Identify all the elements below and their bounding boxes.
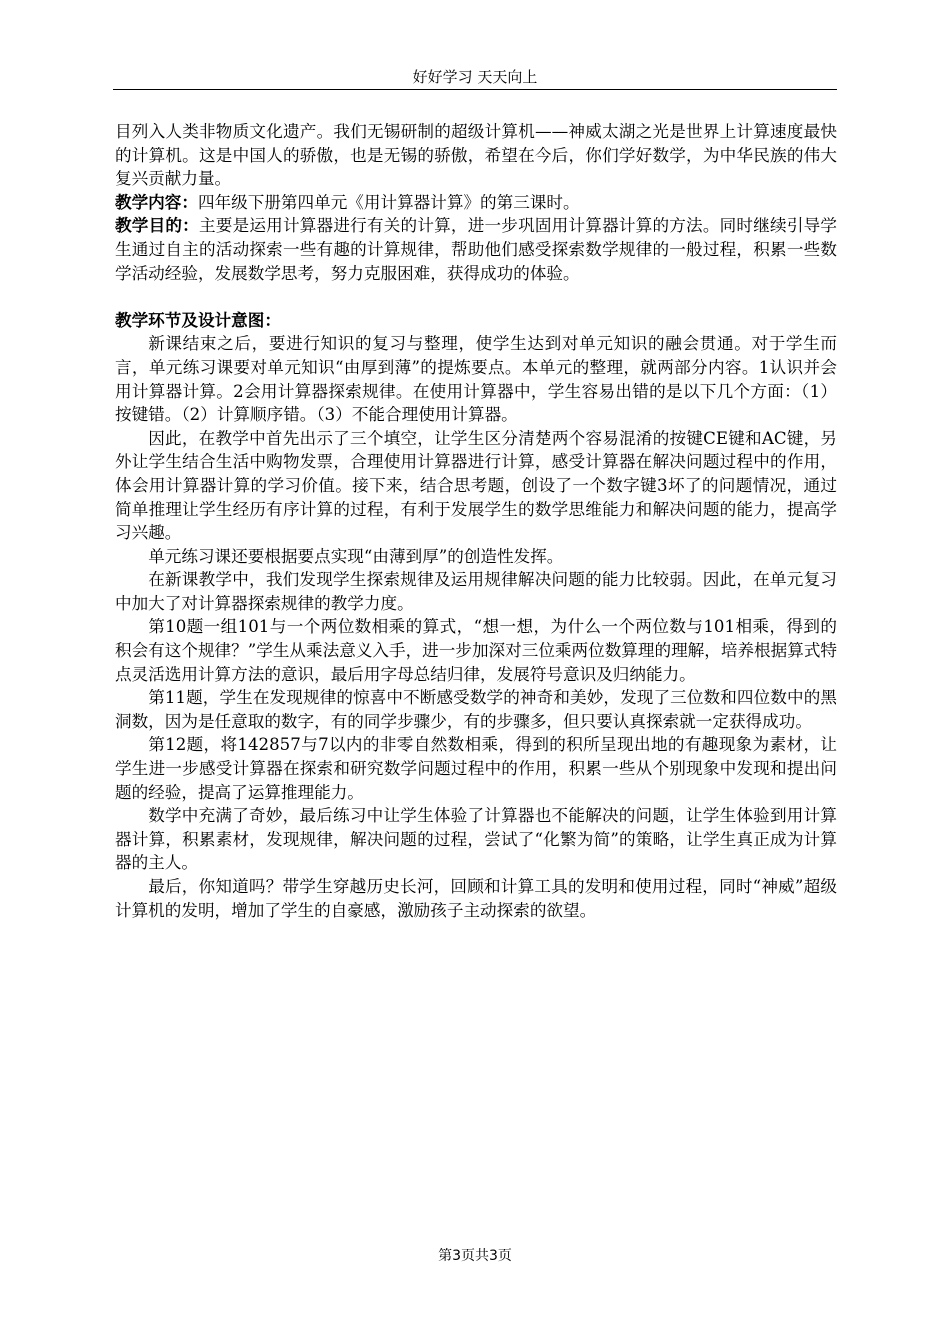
body-paragraph: 在新课教学中，我们发现学生探索规律及运用规律解决问题的能力比较弱。因此，在单元复习中加大了对计算器探索规律的教学力度。 — [115, 570, 837, 613]
body-paragraph: 最后，你知道吗？带学生穿越历史长河，回顾和计算工具的发明和使用过程，同时“神威”超级计算机的发明，增加了学生的自豪感，激励孩子主动探索的欲望。 — [115, 877, 837, 920]
body-paragraph: 第12题，将142857与7以内的非零自然数相乘，得到的积所呈现出地的有趣现象为素材，让学生进一步感受计算器在探索和研究数学问题过程中的作用，积累一些从个别现象中发现和提出问题的经验，提高了运算推理能力。 — [115, 735, 837, 802]
page-number: 第3页共3页 — [438, 1248, 512, 1264]
body-paragraph: 数学中充满了奇妙，最后练习中让学生体验了计算器也不能解决的问题，让学生体验到用计算器计算，积累素材，发现规律，解决问题的过程，尝试了“化繁为简”的策略，让学生真正成为计算器的主人。 — [115, 806, 837, 873]
teaching-goal-text: 主要是运用计算器进行有关的计算，进一步巩固用计算器计算的方法。同时继续引导学生通过自主的活动探索一些有趣的计算规律，帮助他们感受探索数学规律的一般过程，积累一些数学活动经验，发展数学思考，努力克服困难，获得成功的体验。 — [115, 216, 838, 283]
body-paragraph: 单元练习课还要根据要点实现“由薄到厚”的创造性发挥。 — [148, 546, 564, 566]
header-divider — [113, 89, 837, 90]
teaching-content — [115, 191, 837, 215]
page-header: 好好学习 天天向上 — [412, 68, 538, 86]
body-paragraph: 新课结束之后，要进行知识的复习与整理，使学生达到对单元知识的融会贯通。对于学生而言，单元练习课要对单元知识“由厚到薄”的提炼要点。本单元的整理，就两部分内容。1认识并会用计算器计算。2会用计算器探索规律。在使用计算器中，学生容易出错的是以下几个方面：（1）按键错。（2）计算顺序错。（3）不能合理使用计算器。 — [115, 334, 837, 425]
blank-line — [115, 285, 837, 309]
teaching-goal-label: 教学目的： — [115, 215, 199, 236]
teaching-content-text: 四年级下册第四单元《用计算器计算》的第三课时。 — [197, 192, 580, 212]
teaching-goal — [115, 214, 837, 285]
intro-paragraph: 目列入人类非物质文化遗产。我们无锡研制的超级计算机——神威太湖之光是世界上计算速度最快的计算机。这是中国人的骄傲，也是无锡的骄傲，希望在今后，你们学好数学，为中华民族的伟大复兴贡献力量。 — [115, 122, 837, 189]
design-heading: 教学环节及设计意图： — [115, 309, 281, 330]
body-paragraph: 第11题，学生在发现规律的惊喜中不断感受数学的神奇和美妙，发现了三位数和四位数中的黑洞数，因为是任意取的数字，有的同学步骤少，有的步骤多，但只要认真探索就一定获得成功。 — [115, 688, 837, 731]
document-body — [115, 120, 837, 922]
body-paragraph: 第10题一组101与一个两位数相乘的算式，“想一想，为什么一个两位数与101相乘，得到的积会有这个规律？”学生从乘法意义入手，进一步加深对三位乘两位数算理的理解，培养根据算式特点灵活选用计算方法的意识，最后用字母总结归律，发展符号意识及归纳能力。 — [115, 617, 838, 684]
teaching-content-label: 教学内容： — [115, 191, 198, 212]
body-paragraph: 因此，在教学中首先出示了三个填空，让学生区分清楚两个容易混淆的按键CE键和AC键，另外让学生结合生活中购物发票，合理使用计算器进行计算，感受计算器在解决问题过程中的作用，体会用计算器计算的学习价值。接下来，结合思考题，创设了一个数字键3坏了的问题情况，通过简单推理让学生经历有序计算的过程，有利于发展学生的数学思维能力和解决问题的能力，提高学习兴趣。 — [115, 428, 837, 543]
